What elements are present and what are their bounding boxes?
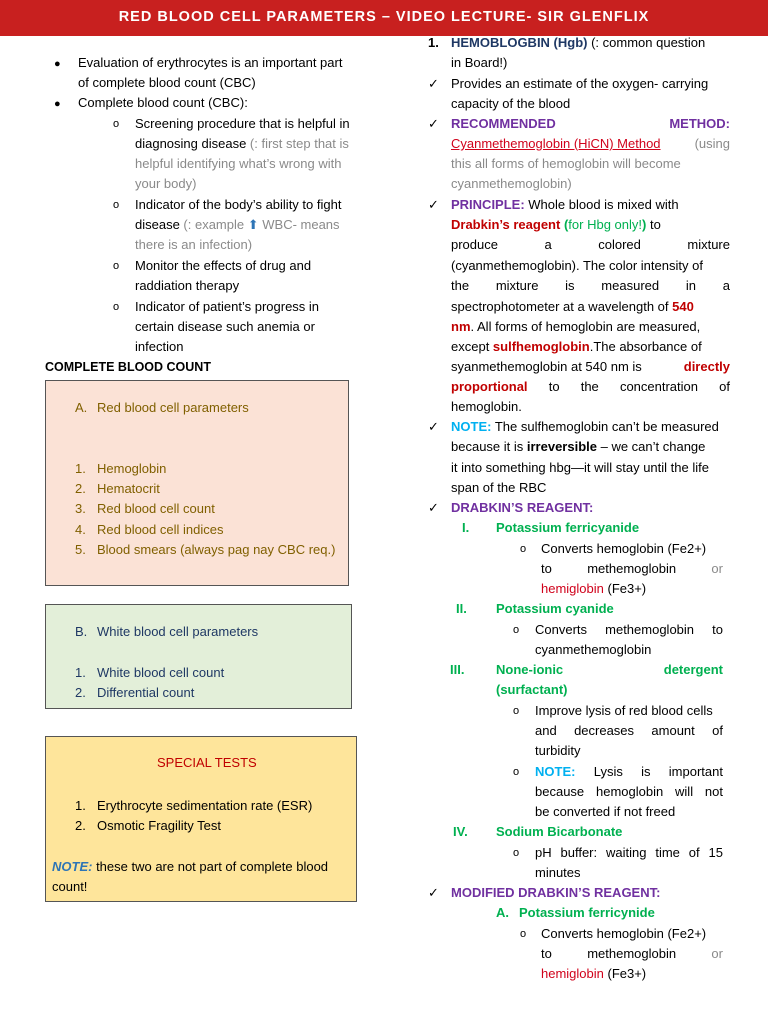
- sub1-line4: your body): [135, 176, 197, 191]
- roman-numeral: II.: [456, 601, 467, 616]
- reagent-name: Sodium Bicarbonate: [496, 824, 623, 839]
- bullet-circle: o: [113, 260, 120, 272]
- principle-line11: hemoglobin.: [451, 399, 522, 414]
- bullet-circle: o: [513, 705, 520, 717]
- list-marker: 2.: [75, 818, 86, 833]
- sub3-line2: raddiation therapy: [135, 278, 240, 293]
- bullet-circle: o: [513, 766, 520, 778]
- method-label: RECOMMENDED METHOD:: [451, 116, 730, 131]
- page-title: RED BLOOD CELL PARAMETERS – VIDEO LECTURE- SIR GLENFLIX: [118, 9, 650, 25]
- box-b-title: White blood cell parameters: [97, 624, 259, 639]
- reagent1-line2: to methemoglobin or: [541, 561, 723, 576]
- oxygen-line1: Provides an estimate of the oxygen- carrying: [451, 76, 709, 91]
- modified-drabkin-heading: MODIFIED DRABKIN’S REAGENT:: [451, 885, 661, 900]
- special-tests-note: NOTE: these two are not part of complete blood: [52, 859, 329, 874]
- modified1-line3: hemiglobin (Fe3+): [541, 966, 647, 981]
- bullet-dot: ●: [54, 98, 61, 110]
- roman-numeral: I.: [462, 520, 470, 535]
- method-line4: cyanmethemoglobin): [451, 176, 572, 191]
- principle-line3: produce a colored mixture: [451, 237, 730, 252]
- cbc-intro-line2: of complete blood count (CBC): [78, 75, 256, 90]
- list-item: Hematocrit: [97, 481, 160, 496]
- box-a-title: Red blood cell parameters: [97, 400, 249, 415]
- sub3-line1: Monitor the effects of drug and: [135, 258, 312, 273]
- drabkin-heading: DRABKIN’S REAGENT:: [451, 500, 594, 515]
- special-tests-note-line2: count!: [52, 879, 88, 894]
- sub1-line1: Screening procedure that is helpful in: [135, 116, 350, 131]
- list-item: White blood cell count: [97, 665, 225, 680]
- reagent3-line3: turbidity: [535, 743, 581, 758]
- section-number: 1.: [428, 35, 439, 50]
- reagent-name: Potassium ferricyanide: [496, 520, 640, 535]
- reagent2-line2: cyanmethemoglobin: [535, 642, 652, 657]
- note-sulf-line2: because it is irreversible – we can’t change: [451, 439, 706, 454]
- page-banner: [0, 0, 768, 36]
- note-sulf-line1: NOTE: The sulfhemoglobin can’t be measured: [451, 419, 719, 434]
- list-item: Osmotic Fragility Test: [97, 818, 222, 833]
- principle-line2: Drabkin’s reagent (for Hbg only!) to: [451, 217, 661, 232]
- list-marker: A.: [496, 905, 509, 920]
- reagent4-line1: pH buffer: waiting time of 15: [535, 845, 723, 860]
- bullet-circle: o: [113, 118, 120, 130]
- list-item: Differential count: [97, 685, 195, 700]
- special-tests-title: SPECIAL TESTS: [157, 755, 257, 770]
- hemoglobin-heading-line2: in Board!): [451, 55, 508, 70]
- box-a-marker: A.: [75, 400, 88, 415]
- bullet-circle: o: [113, 301, 120, 313]
- roman-numeral: IV.: [453, 824, 468, 839]
- sub4-line2: certain disease such anemia or: [135, 319, 315, 334]
- list-marker: 3.: [75, 501, 86, 516]
- sub1-line3: helpful identifying what’s wrong with: [135, 156, 342, 171]
- list-item: Red blood cell indices: [97, 522, 224, 537]
- reagent3-note-line3: be converted if not freed: [535, 804, 676, 819]
- sub2-line1: Indicator of the body’s ability to fight: [135, 197, 342, 212]
- modified1-line1: Converts hemoglobin (Fe2+): [541, 926, 707, 941]
- principle-line4: (cyanmethemoglobin). The color intensity of: [451, 258, 703, 273]
- list-marker: 5.: [75, 542, 86, 557]
- list-marker: 1.: [75, 461, 86, 476]
- bullet-circle: o: [113, 199, 120, 211]
- check-icon: ✓: [428, 419, 439, 434]
- list-item: Erythrocyte sedimentation rate (ESR): [97, 798, 313, 813]
- principle-line10: proportional to the concentration of: [451, 379, 730, 394]
- principle-line9: syanmethemoglobin at 540 nm is directly: [451, 359, 730, 374]
- list-marker: 2.: [75, 685, 86, 700]
- method-line3: this all forms of hemoglobin will become: [451, 156, 681, 171]
- reagent-name: Potassium ferricynide: [519, 905, 655, 920]
- up-arrow-icon: ⬆: [247, 217, 259, 232]
- sub4-line1: Indicator of patient’s progress in: [135, 299, 320, 314]
- oxygen-line2: capacity of the blood: [451, 96, 571, 111]
- cbc-heading: COMPLETE BLOOD COUNT: [45, 360, 211, 374]
- list-item: Hemoglobin: [97, 461, 167, 476]
- list-marker: 2.: [75, 481, 86, 496]
- reagent-name: Potassium cyanide: [496, 601, 614, 616]
- reagent2-line1: Converts methemoglobin to: [535, 622, 723, 637]
- list-marker: 1.: [75, 665, 86, 680]
- sub2-line3: there is an infection): [135, 237, 253, 252]
- cbc-label: Complete blood count (CBC):: [78, 95, 248, 110]
- sub2-line2: disease (: example ⬆ WBC- means: [135, 217, 340, 232]
- bullet-circle: o: [513, 847, 520, 859]
- list-marker: 1.: [75, 798, 86, 813]
- bullet-circle: o: [520, 928, 527, 940]
- principle-line7: nm. All forms of hemoglobin are measured,: [451, 319, 701, 334]
- reagent-name: None-ionic detergent: [496, 662, 723, 677]
- reagent3-line2: and decreases amount of: [535, 723, 723, 738]
- reagent4-line2: minutes: [535, 865, 581, 880]
- list-item: Blood smears (always pag nay CBC req.): [97, 542, 336, 557]
- check-icon: ✓: [428, 116, 439, 131]
- hemoglobin-heading: HEMOBLOGBIN (Hgb) (: common question: [451, 35, 706, 50]
- wbc-parameters-box: [45, 604, 352, 709]
- modified1-line2: to methemoglobin or: [541, 946, 723, 961]
- reagent3-note-line1: NOTE: Lysis is important: [535, 764, 723, 779]
- sub1-line2: diagnosing disease (: first step that is: [135, 136, 349, 151]
- reagent1-line1: Converts hemoglobin (Fe2+): [541, 541, 707, 556]
- bullet-circle: o: [520, 543, 527, 555]
- bullet-circle: o: [513, 624, 520, 636]
- reagent1-line3: hemiglobin (Fe3+): [541, 581, 647, 596]
- check-icon: ✓: [428, 885, 439, 900]
- list-item: Red blood cell count: [97, 501, 215, 516]
- principle-line5: the mixture is measured in a: [451, 278, 730, 293]
- principle-line6: spectrophotometer at a wavelength of 540: [451, 299, 694, 314]
- principle-line8: except sulfhemoglobin.The absorbance of: [451, 339, 702, 354]
- list-marker: 4.: [75, 522, 86, 537]
- check-icon: ✓: [428, 500, 439, 515]
- reagent3-note-line2: because hemoglobin will not: [535, 784, 723, 799]
- reagent3-line1: Improve lysis of red blood cells: [535, 703, 713, 718]
- principle-line1: PRINCIPLE: Whole blood is mixed with: [451, 197, 679, 212]
- sub4-line3: infection: [135, 339, 184, 354]
- reagent-name-line2: (surfactant): [496, 682, 568, 697]
- note-sulf-line4: span of the RBC: [451, 480, 547, 495]
- note-sulf-line3: it into something hbg—it will stay until the life: [451, 460, 709, 475]
- bullet-dot: ●: [54, 58, 61, 70]
- check-icon: ✓: [428, 197, 439, 212]
- method-line2: Cyanmethemoglobin (HiCN) Method (using: [451, 136, 730, 151]
- cbc-intro-line1: Evaluation of erythrocytes is an important part: [78, 55, 343, 70]
- roman-numeral: III.: [450, 662, 465, 677]
- box-b-marker: B.: [75, 624, 88, 639]
- check-icon: ✓: [428, 76, 439, 91]
